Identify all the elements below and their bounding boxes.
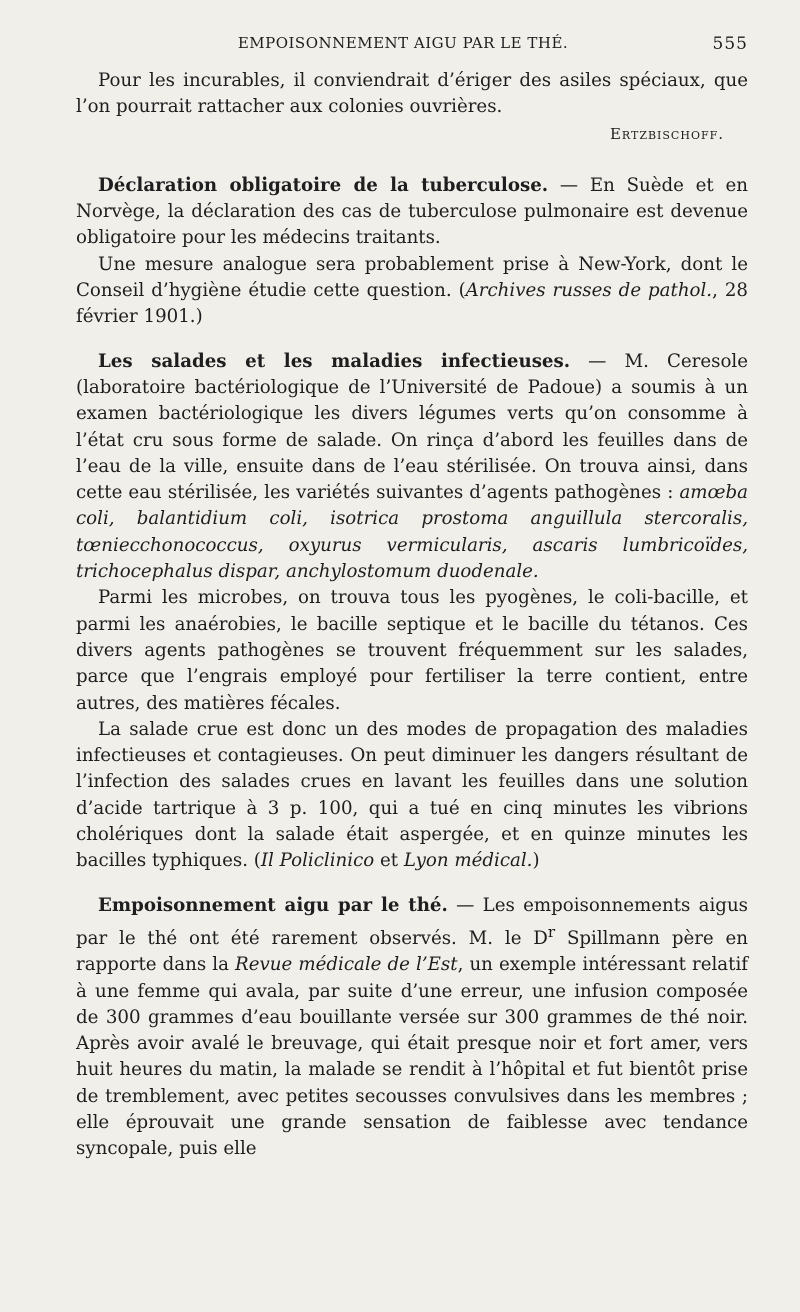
journal-citation: Revue médicale de l’Est [235, 954, 458, 976]
species-list: amœba coli, balantidium coli, isotrica prostoma anguillula stercoralis, tœniecchonococcus, oxyurus vermicularis, ascaris lumbricoïdes, trichocephalus dispar, anchylostomum duodenale. [76, 482, 748, 583]
running-title: EMPOISONNEMENT AIGU PAR LE THÉ. [237, 34, 569, 52]
section-salads-title: Les salades et les maladies infectieuses. [98, 350, 571, 372]
section-salads-p1: Les salades et les maladies infectieuses. — M. Ceresole (laboratoire bactériologique de l’Université de Padoue) a soumis à un examen bactériologique les divers légumes verts qu’on consomme à l’état cru sous forme de salade. On rinça d’abord les feuilles dans de l’eau de la ville, ensuite dans de l’eau stérilisée. On trouva ainsi, dans cette eau stérilisée, les variétés suivantes d’agents pathogènes : amœba coli, balantidium coli, isotrica prostoma anguillula stercoralis, tœniecchonococcus, oxyurus vermicularis, ascaris lumbricoïdes, trichocephalus dispar, anchylostomum duodenale. [76, 350, 748, 583]
section-tea-poisoning-p1: Empoisonnement aigu par le thé. — Les empoisonnements aigus par le thé ont été rarement observés. M. le $D^r$ Spillmann père en rapporte dans la Revue médicale de l’Est, un exemple intéressant relatif à une femme qui avala, par suite d’une erreur, une infusion composée de 300 grammes d’eau bouillante versée sur 300 grammes de thé noir. Après avoir avalé le breuvage, qui était presque noir et fort amer, vers huit heures du matin, la malade se rendit à l’hôpital et fut bientôt prise de tremblement, avec petites secousses convulsives dans les membres ; elle éprouvait une grande sensation de faiblesse avec tendance syncopale, puis elle [76, 894, 748, 1160]
section-tea-poisoning [76, 893, 748, 1163]
section-tuberculosis-p1: Déclaration obligatoire de la tuberculose. — En Suède et en Norvège, la déclaration des cas de tuberculose pulmonaire est devenue obligatoire pour les médecins traitants. [76, 174, 748, 249]
section-salads-p3: La salade crue est donc un des modes de propagation des maladies infectieuses et contagieuses. On peut diminuer les dangers résultant de l’infection des salades crues en lavant les feuilles dans une solution d’acide tartrique à 3 p. 100, qui a tué en cinq minutes les vibrions cholériques dont la salade était aspergée, et en quinze minutes les bacilles typhiques. (Il Policlinico et Lyon médical.) [76, 718, 748, 872]
author-signature: Ertzbischoff. [609, 124, 724, 143]
section-tuberculosis-p2: Une mesure analogue sera probablement prise à New-York, dont le Conseil d’hygiène étudie cette question. (Archives russes de pathol., 28 février 1901.) [76, 253, 748, 328]
running-header [76, 34, 748, 68]
page-body [76, 68, 748, 1163]
section-salads-p2: Parmi les microbes, on trouva tous les pyogènes, le coli-bacille, et parmi les anaérobies, le bacille septique et le bacille du tétanos. Ces divers agents pathogènes se trouvent fréquemment sur les salades, parce que l’engrais employé pour fertiliser la terre contient, entre autres, des matières fécales. [76, 587, 748, 714]
section-tuberculosis-title: Déclaration obligatoire de la tuberculose. [98, 174, 549, 196]
section-tuberculosis [76, 173, 748, 331]
section-tea-poisoning-title: Empoisonnement aigu par le thé. [98, 894, 448, 916]
section-salads [76, 349, 748, 875]
source-citation-1: Il Policlinico [260, 850, 375, 872]
source-citation-2: Lyon médical. [403, 850, 533, 872]
source-citation: Archives russes de pathol. [465, 280, 713, 302]
page-number: 555 [712, 34, 748, 54]
opening-paragraph: Pour les incurables, il conviendrait d’ériger des asiles spéciaux, que l’on pourrait rattacher aux colonies ouvrières. [76, 70, 748, 118]
